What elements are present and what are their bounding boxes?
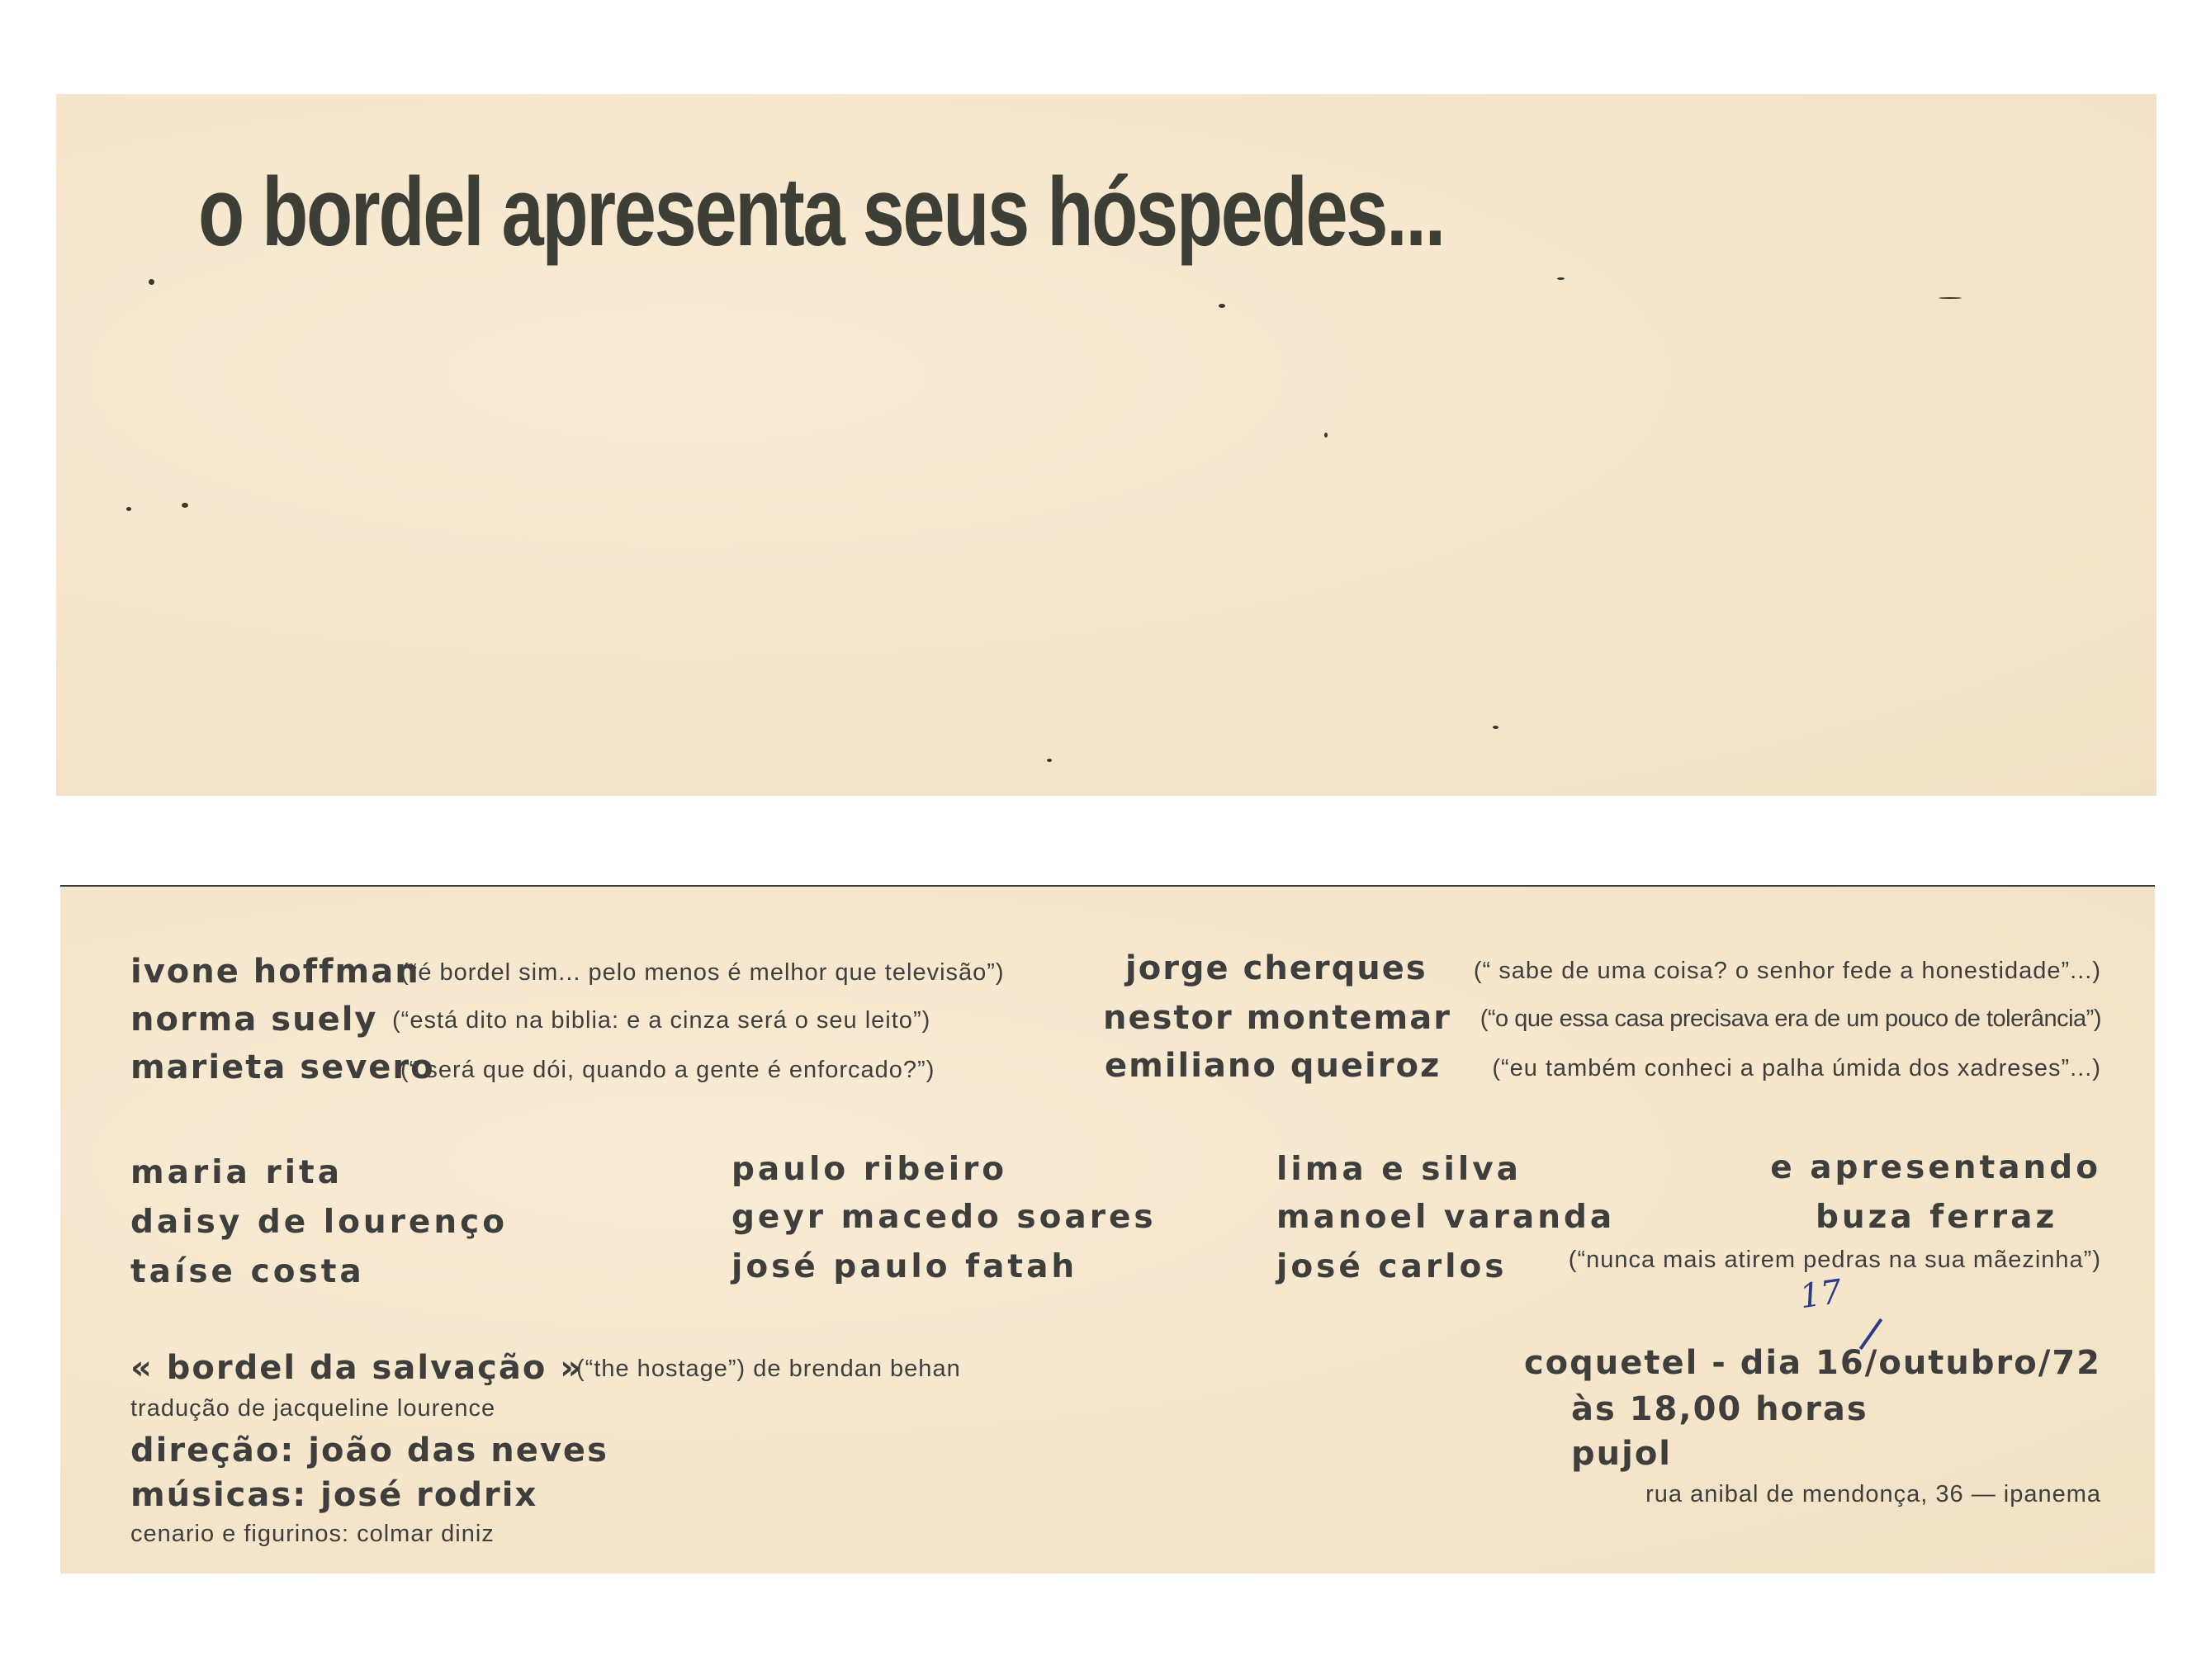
event-address: rua anibal de mendonça, 36 — ipanema [1645, 1481, 2101, 1507]
lead-name: norma suely [130, 1001, 378, 1039]
lead-quote: (“ será que dói, quando a gente é enforcado?”) [400, 1057, 935, 1083]
cast-name: manoel varanda [1276, 1199, 1616, 1236]
lead-quote: (“ sabe de uma coisa? o senhor fede a honestidade”...) [1473, 958, 2101, 984]
cast-name: daisy de lourenço [130, 1204, 509, 1241]
cast-name: josé paulo fatah [731, 1248, 1078, 1285]
lead-name: marieta severo [130, 1048, 435, 1086]
lead-name: emiliano queiroz [1105, 1047, 1442, 1085]
paper-speck [1493, 726, 1498, 729]
invitation-back-card [60, 885, 2155, 1574]
event-time: às 18,00 horas [1571, 1390, 1868, 1428]
cast-name: buza ferraz [1816, 1199, 2058, 1236]
translation-credit: tradução de jacqueline lourence [130, 1395, 496, 1422]
invitation-front-card [56, 94, 2157, 796]
event-date: coquetel - dia 16/outubro/72 [1523, 1344, 2101, 1382]
paper-speck [182, 503, 188, 508]
play-subtitle: (“the hostage”) de brendan behan [576, 1356, 961, 1382]
cast-name: paulo ribeiro [731, 1151, 1008, 1188]
paper-speck [1219, 304, 1225, 308]
handwritten-correction: 17 [1797, 1272, 1844, 1317]
cast-name: geyr macedo soares [731, 1199, 1157, 1236]
event-venue: pujol [1571, 1435, 1673, 1473]
lead-name: ivone hoffman [130, 953, 420, 991]
paper-speck [1047, 759, 1052, 762]
cast-name: josé carlos [1276, 1248, 1508, 1285]
paper-speck [1324, 433, 1328, 438]
lead-quote: (“o que essa casa precisava era de um pouco de tolerância”) [1480, 1006, 2101, 1032]
lead-quote: (“eu também conheci a palha úmida dos xadreses”...) [1492, 1055, 2101, 1081]
music-credit: músicas: josé rodrix [130, 1476, 538, 1514]
lead-name: nestor montemar [1103, 999, 1451, 1037]
closing-quote: (“nunca mais atirem pedras na sua mãezinha”) [1568, 1247, 2101, 1273]
lead-name: jorge cherques [1125, 949, 1427, 987]
direction-credit: direção: joão das neves [130, 1432, 608, 1469]
cast-name: e apresentando [1770, 1149, 2101, 1186]
cast-name: maria rita [130, 1154, 343, 1191]
paper-speck [126, 507, 131, 511]
lead-quote: (“está dito na biblia: e a cinza será o seu leito”) [392, 1007, 931, 1034]
lead-quote: (“é bordel sim... pelo menos é melhor que televisão”) [400, 959, 1005, 986]
play-title: « bordel da salvação » [130, 1349, 584, 1387]
paper-speck [1939, 297, 1962, 299]
cast-name: taíse costa [130, 1253, 365, 1290]
cast-name: lima e silva [1276, 1151, 1522, 1188]
paper-speck [149, 279, 154, 285]
design-credit: cenario e figurinos: colmar diniz [130, 1521, 495, 1547]
paper-speck [1557, 277, 1565, 280]
headline: o bordel apresenta seus hóspedes... [198, 158, 1444, 267]
